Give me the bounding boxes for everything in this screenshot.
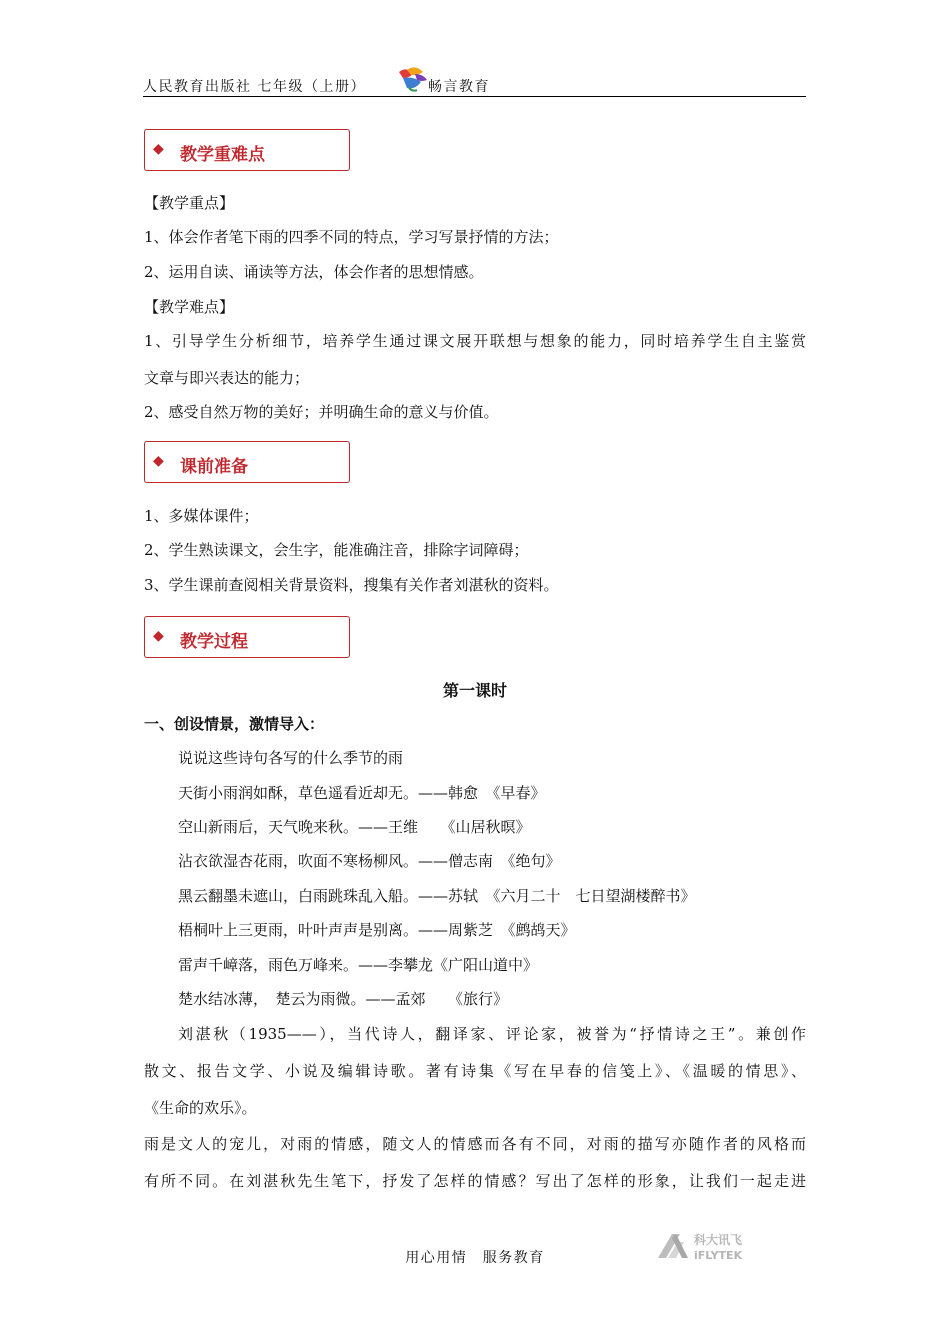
difficulty-item: 2、感受自然万物的美好；并明确生命的意义与价值。 — [144, 403, 499, 421]
svg-text:科大讯飞: 科大讯飞 — [694, 1233, 743, 1247]
difficulty-item-cont: 文章与即兴表达的能力； — [144, 369, 310, 387]
diamond-bullet-icon: ◆ — [153, 453, 164, 469]
rain-paragraph: 雨是文人的宠儿，对雨的情感，随文人的情感而各有不同，对雨的描写亦随作者的风格而 — [144, 1135, 806, 1153]
difficulty-heading: 【教学难点】 — [144, 298, 235, 316]
author-paragraph-cont: 散文、报告文学、小说及编辑诗歌。著有诗集《写在早春的信笺上》、《温暖的情思》、 — [144, 1062, 806, 1080]
poem-line: 沾衣欲湿杏花雨，吹面不寒杨柳风。——僧志南 《绝句》 — [178, 852, 561, 870]
poem-line: 雷声千嶂落，雨色万峰来。——李攀龙《广阳山道中》 — [178, 956, 539, 974]
preparation-item: 3、学生课前查阅相关背景资料，搜集有关作者刘湛秋的资料。 — [144, 576, 559, 594]
section-title: 教学重难点 — [180, 145, 265, 165]
brand-text: 畅言教育 — [428, 79, 490, 95]
poem-line: 楚水结冰薄， 楚云为雨微。——孟郊 《旅行》 — [178, 990, 509, 1008]
author-paragraph: 刘湛秋（1935——），当代诗人，翻译家、评论家，被誉为“抒情诗之王”。兼创作 — [178, 1025, 806, 1043]
footer-slogan: 用心用情 服务教育 — [405, 1250, 545, 1266]
publisher-text: 人民教育出版社 七年级（上册） — [143, 79, 366, 95]
diamond-bullet-icon: ◆ — [153, 141, 164, 157]
section-process-box — [144, 616, 350, 658]
author-paragraph-end: 《生命的欢乐》。 — [144, 1099, 257, 1117]
preparation-item: 2、学生熟读课文，会生字，能准确注音，排除字词障碍； — [144, 541, 529, 559]
diamond-bullet-icon: ◆ — [153, 628, 164, 644]
section-title: 课前准备 — [180, 457, 248, 477]
poem-line: 空山新雨后，天气晚来秋。——王维 《山居秋暝》 — [178, 818, 531, 836]
focus-item: 2、运用自读、诵读等方法，体会作者的思想情感。 — [144, 263, 484, 281]
focus-heading: 【教学重点】 — [144, 194, 235, 212]
poem-line: 梧桐叶上三更雨，叶叶声声是别离。——周紫芝 《鹧鸪天》 — [178, 921, 576, 939]
focus-item: 1、体会作者笔下雨的四季不同的特点，学习写景抒情的方法； — [144, 228, 559, 246]
section-key-points-box — [144, 129, 350, 171]
section-title: 教学过程 — [180, 632, 248, 652]
poem-line: 黑云翻墨未遮山，白雨跳珠乱入船。——苏轼 《六月二十 七日望湖楼醉书》 — [178, 887, 696, 905]
changyan-bird-logo-icon — [395, 66, 429, 94]
rain-paragraph-cont: 有所不同。在刘湛秋先生笔下，抒发了怎样的情感？写出了怎样的形象，让我们一起走进 — [144, 1172, 806, 1190]
difficulty-item: 1、引导学生分析细节，培养学生通过课文展开联想与想象的能力，同时培养学生自主鉴赏 — [144, 332, 806, 350]
page-header — [143, 66, 806, 96]
lesson-title: 第一课时 — [442, 681, 507, 700]
iflytek-logo-icon — [654, 1228, 774, 1264]
poem-line: 天街小雨润如酥，草色遥看近却无。——韩愈 《早春》 — [178, 784, 546, 802]
step-title: 一、创设情景，激情导入： — [144, 715, 325, 733]
svg-text:iFLYTEK: iFLYTEK — [694, 1249, 743, 1262]
header-rule — [143, 96, 806, 97]
preparation-item: 1、多媒体课件； — [144, 507, 259, 525]
intro-text: 说说这些诗句各写的什么季节的雨 — [178, 749, 404, 767]
section-preparation-box — [144, 441, 350, 483]
